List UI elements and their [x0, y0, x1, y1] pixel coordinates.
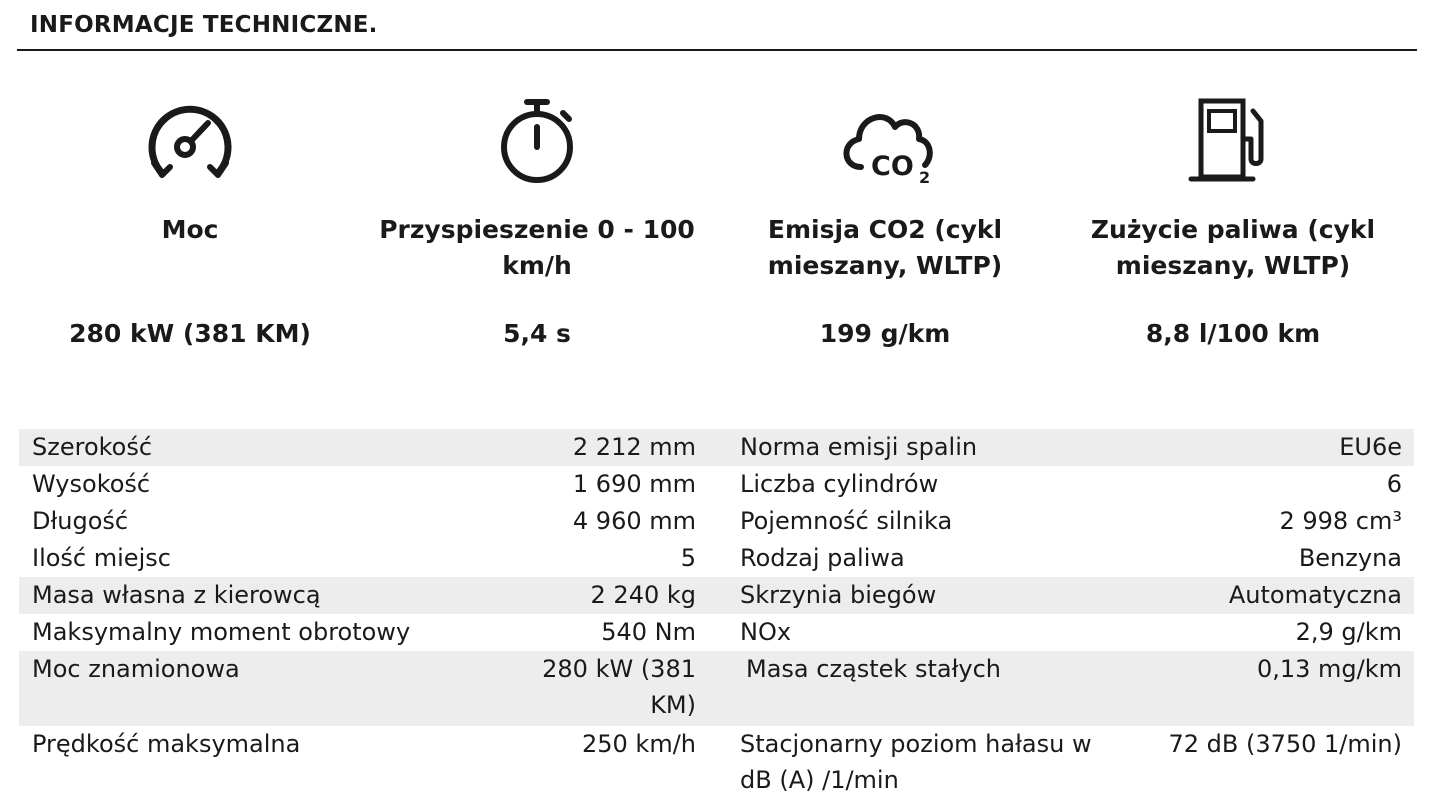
spec-label: Szerokość: [32, 433, 153, 461]
table-row: [19, 651, 1414, 726]
stopwatch-icon: [487, 95, 587, 187]
spec-value: 1 690 mm: [572, 470, 696, 498]
spec-value: 2 998 cm³: [1279, 507, 1402, 535]
stat-fuel-label: Zużycie paliwa (cykl mieszany, WLTP): [1090, 215, 1376, 280]
spec-label: Prędkość maksymalna: [32, 730, 301, 758]
stat-fuel-value: 8,8 l/100 km: [1145, 319, 1321, 348]
stat-acceleration-value: 5,4 s: [503, 319, 571, 348]
svg-text:2: 2: [919, 168, 931, 187]
spec-label: Wysokość: [32, 470, 151, 498]
table-row: [19, 726, 1414, 801]
spec-value: Benzyna: [1298, 544, 1402, 572]
stat-power-label: Moc: [161, 215, 219, 244]
spec-value: 2,9 g/km: [1295, 618, 1402, 646]
spec-label: Stacjonarny poziom hałasu w dB (A) /1/min: [740, 730, 1092, 794]
table-row: [19, 503, 1414, 540]
spec-label: Rodzaj paliwa: [740, 544, 905, 572]
spec-label: NOx: [740, 618, 792, 646]
spec-label: Maksymalny moment obrotowy: [32, 618, 411, 646]
spec-value: 4 960 mm: [572, 507, 696, 535]
stat-co2-label: Emisja CO2 (cykl mieszany, WLTP): [767, 215, 1003, 280]
spec-label: Liczba cylindrów: [740, 470, 939, 498]
spec-label: Skrzynia biegów: [740, 581, 937, 609]
spec-label: Moc znamionowa: [32, 655, 240, 683]
spec-value: 5: [680, 544, 696, 572]
spec-label: Długość: [32, 507, 129, 535]
page-title: INFORMACJE TECHNICZNE.: [30, 12, 378, 38]
table-row: [19, 540, 1414, 577]
table-row: [19, 614, 1414, 651]
spec-value: Automatyczna: [1228, 581, 1402, 609]
spec-value: EU6e: [1339, 433, 1402, 461]
spec-value: 280 kW (381 KM): [542, 655, 696, 719]
spec-value: 2 212 mm: [572, 433, 696, 461]
table-row: [19, 429, 1414, 466]
spec-value: 72 dB (3750 1/min): [1168, 730, 1402, 758]
spec-value: 2 240 kg: [590, 581, 696, 609]
specs-table: [19, 429, 1414, 801]
stat-acceleration-label: Przyspieszenie 0 - 100 km/h: [379, 215, 695, 280]
spec-value: 540 Nm: [601, 618, 696, 646]
stat-co2-value: 199 g/km: [819, 319, 951, 348]
spec-label: Pojemność silnika: [740, 507, 953, 535]
spec-value: 250 km/h: [581, 730, 696, 758]
spec-label: Masa własna z kierowcą: [32, 581, 321, 609]
fuel-pump-icon: [1183, 95, 1283, 187]
table-row: [19, 466, 1414, 503]
svg-text:CO: CO: [871, 151, 914, 182]
spec-label: Masa cząstek stałych: [746, 655, 1002, 683]
spec-label: Ilość miejsc: [32, 544, 171, 572]
spec-label: Norma emisji spalin: [740, 433, 978, 461]
spec-value: 6: [1386, 470, 1402, 498]
key-stats: [0, 0, 1440, 400]
co2-cloud-icon: [835, 95, 935, 187]
spec-value: 0,13 mg/km: [1256, 655, 1402, 683]
stat-power-value: 280 kW (381 KM): [69, 319, 311, 348]
speedometer-icon: [140, 95, 240, 187]
table-row: [19, 577, 1414, 614]
